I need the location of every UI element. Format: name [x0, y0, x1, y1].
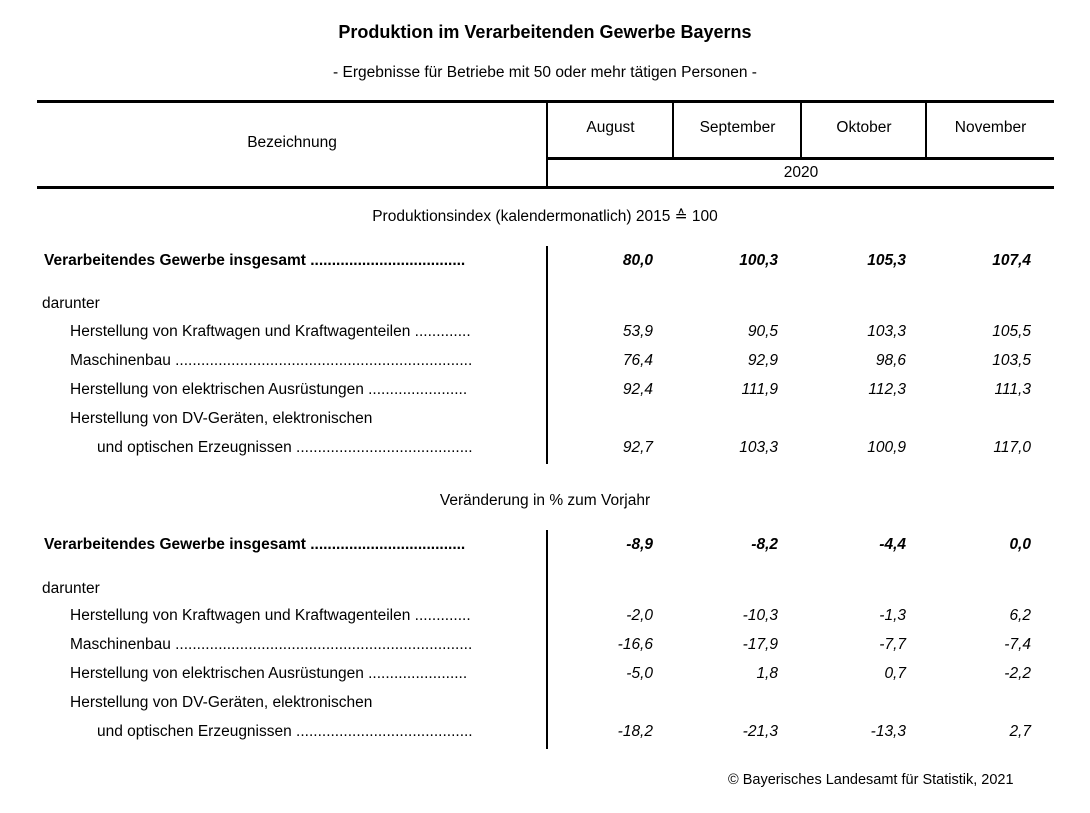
row-label: Herstellung von DV-Geräten, elektronischen: [70, 410, 373, 427]
cell-value: -8,2: [751, 536, 778, 553]
column-header-november: November: [954, 119, 1027, 136]
cell-value: 105,5: [992, 323, 1031, 340]
cell-value: -21,3: [742, 723, 778, 740]
cell-value: -8,9: [626, 536, 653, 553]
column-header-september: September: [699, 119, 776, 136]
cell-value: 103,5: [992, 352, 1031, 369]
section-heading-change: Veränderung in % zum Vorjahr: [439, 492, 651, 509]
cell-value: -13,3: [870, 723, 906, 740]
row-label-total: Verarbeitendes Gewerbe insgesamt ....................................: [44, 252, 466, 269]
row-label-continuation: und optischen Erzeugnissen .........................................: [97, 439, 473, 456]
section-2-divider: [546, 530, 548, 749]
cell-value: -16,6: [617, 636, 653, 653]
cell-value: -4,4: [879, 536, 906, 553]
cell-value: 0,7: [884, 665, 906, 682]
cell-value: -5,0: [626, 665, 653, 682]
row-label: Herstellung von elektrischen Ausrüstungen .......................: [70, 665, 468, 682]
page-title: Produktion im Verarbeitenden Gewerbe Bayerns: [338, 22, 752, 42]
row-label: Herstellung von elektrischen Ausrüstungen .......................: [70, 381, 468, 398]
column-header-year: 2020: [783, 164, 819, 181]
cell-value: -1,3: [879, 607, 906, 624]
section-heading-index: Produktionsindex (kalendermonatlich) 2015 ≙ 100: [372, 208, 718, 225]
cell-value: 103,3: [739, 439, 778, 456]
cell-value: -7,7: [879, 636, 906, 653]
cell-value: 76,4: [622, 352, 653, 369]
cell-value: 1,8: [756, 665, 778, 682]
cell-value: 90,5: [747, 323, 778, 340]
section-1-divider: [546, 246, 548, 464]
cell-value: 92,4: [622, 381, 653, 398]
cell-value: 98,6: [875, 352, 906, 369]
cell-value: 0,0: [1009, 536, 1031, 553]
column-header-august: August: [586, 119, 635, 136]
row-label-continuation: und optischen Erzeugnissen .........................................: [97, 723, 473, 740]
cell-value: 107,4: [992, 252, 1031, 269]
row-label-darunter: darunter: [42, 580, 100, 597]
cell-value: -2,0: [626, 607, 653, 624]
cell-value: 92,7: [622, 439, 653, 456]
row-label: Herstellung von Kraftwagen und Kraftwagenteilen .............: [70, 607, 471, 624]
row-label: Herstellung von DV-Geräten, elektronischen: [70, 694, 373, 711]
column-header-bezeichnung: Bezeichnung: [247, 134, 337, 151]
row-label-total: Verarbeitendes Gewerbe insgesamt ....................................: [44, 536, 466, 553]
cell-value: 6,2: [1009, 607, 1031, 624]
row-label: Herstellung von Kraftwagen und Kraftwagenteilen .............: [70, 323, 471, 340]
cell-value: 100,9: [867, 439, 906, 456]
cell-value: -18,2: [617, 723, 653, 740]
cell-value: 2,7: [1009, 723, 1031, 740]
copyright-notice: © Bayerisches Landesamt für Statistik, 2021: [728, 772, 1014, 788]
cell-value: 105,3: [867, 252, 906, 269]
cell-value: -7,4: [1004, 636, 1031, 653]
cell-value: 53,9: [622, 323, 653, 340]
row-label: Maschinenbau .....................................................................: [70, 636, 473, 653]
cell-value: 112,3: [868, 381, 906, 398]
column-header-oktober: Oktober: [836, 119, 892, 136]
cell-value: -2,2: [1004, 665, 1031, 682]
cell-value: 111,9: [741, 381, 778, 398]
page-subtitle: - Ergebnisse für Betriebe mit 50 oder mehr tätigen Personen -: [333, 64, 757, 81]
cell-value: 92,9: [747, 352, 778, 369]
cell-value: 100,3: [739, 252, 778, 269]
row-label-darunter: darunter: [42, 295, 100, 312]
cell-value: -10,3: [742, 607, 778, 624]
row-label: Maschinenbau .....................................................................: [70, 352, 473, 369]
cell-value: 117,0: [993, 439, 1031, 456]
cell-value: -17,9: [742, 636, 778, 653]
cell-value: 111,3: [994, 381, 1031, 398]
cell-value: 80,0: [622, 252, 653, 269]
cell-value: 103,3: [867, 323, 906, 340]
